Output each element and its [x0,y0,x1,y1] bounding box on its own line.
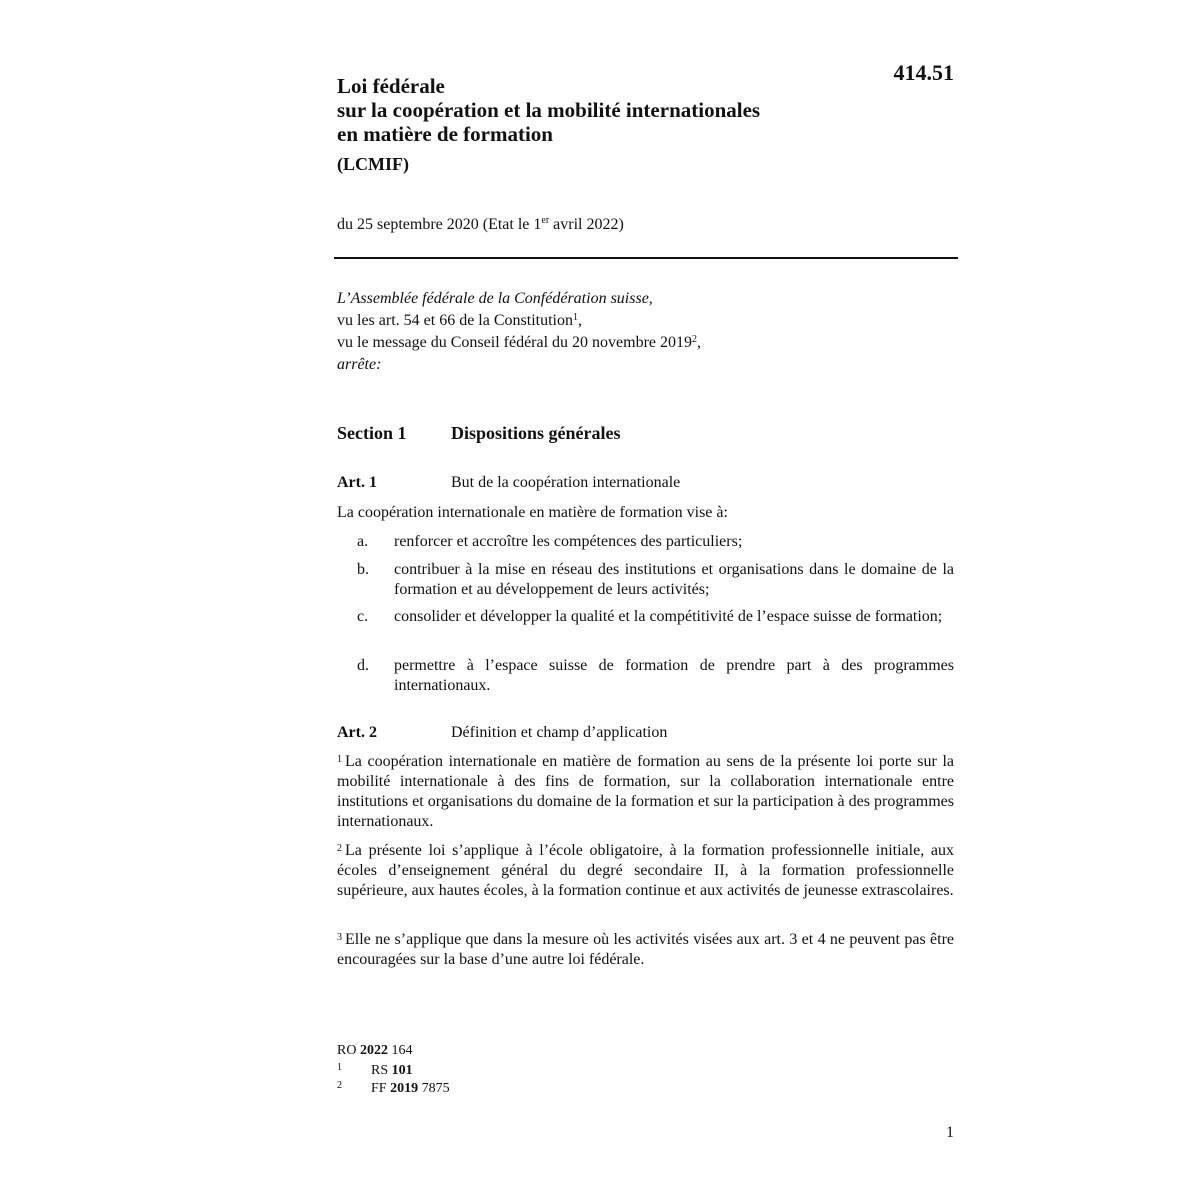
article-2-paragraph-1 [337,752,954,832]
article-title: Définition et champ d’application [451,724,668,741]
footnote-number: 1 [337,1062,342,1073]
footnote-ref-1[interactable]: 1 [572,312,578,323]
list-text: permettre à l’espace suisse de formation de prendre part à des programmes internationaux. [394,657,954,694]
list-item [337,532,954,552]
list-text: renforcer et accroître les compétences des particuliers; [394,533,743,550]
list-text: contribuer à la mise en réseau des institutions et organisations dans le domaine de la formation et au développement de leurs activités; [394,561,954,598]
page-number: 1 [946,1124,954,1141]
footnote-bold: 101 [391,1063,413,1078]
article-2-paragraph-3 [337,930,954,970]
list-letter: d. [357,657,369,674]
list-item [337,656,954,696]
list-letter: b. [357,561,369,578]
date-sup: er [541,215,550,226]
paragraph-number: 1 [337,754,342,765]
article-number: Art. 2 [337,724,377,741]
footnote-suffix: 7875 [418,1081,450,1096]
preamble-line-constitution [337,310,957,332]
ro-prefix: RO [337,1043,360,1058]
date-suffix: avril 2022) [549,216,624,233]
footnote-ref-2[interactable]: 2 [692,334,698,345]
law-abbreviation: (LCMIF) [337,154,409,174]
section-number: Section 1 [337,423,407,443]
list-item [337,607,954,627]
footnote-number: 2 [337,1080,342,1091]
date-prefix: du 25 septembre 2020 (Etat le 1 [337,216,542,233]
section-heading [337,423,621,444]
footnote-2 [337,1080,450,1097]
list-item [337,560,954,600]
footnote-1 [337,1062,413,1079]
law-date [337,216,624,234]
preamble-text: vu les art. 54 et 66 de la Constitution [337,312,573,329]
ro-page: 164 [387,1043,413,1058]
list-letter: a. [357,533,369,550]
title-line: en matière de formation [337,122,553,146]
preamble-punct: , [697,334,702,351]
footnote-prefix: RS [371,1063,392,1078]
article-title: But de la coopération internationale [451,474,681,491]
title-line: Loi fédérale [337,74,445,98]
paragraph-text: La présente loi s’applique à l’école obligatoire, à la formation professionnelle initiale, aux écoles d’enseignement général du degré secondaire II, à la formation professionnelle supérieure, aux hautes écoles, à la formation continue et aux activités de jeunesse extrascolaires. [337,842,954,899]
article-heading-2 [337,724,667,742]
article-2-paragraph-2 [337,841,954,901]
paragraph-text: Elle ne s’applique que dans la mesure où les activités visées aux art. 3 et 4 ne peuvent pas être encouragées sur la base d’une autre loi fédérale. [337,931,954,968]
section-title: Dispositions générales [451,423,621,443]
document-title [337,74,877,146]
preamble-decree: arrête: [337,356,382,373]
paragraph-text: La coopération internationale en matière de formation au sens de la présente loi porte sur la mobilité internationale à des fins de formation, sur la collaboration internationale entre institutions et organisations du domaine de la formation et sur la participation à des programmes internationaux. [337,753,954,830]
article-number: Art. 1 [337,474,377,491]
preamble-punct: , [577,312,582,329]
preamble-text: vu le message du Conseil fédéral du 20 novembre 2019 [337,334,693,351]
preamble-authority: L’Assemblée fédérale de la Confédération suisse, [337,290,653,307]
official-compilation-ref [337,1043,412,1059]
footnote-bold: 2019 [390,1081,419,1096]
paragraph-number: 2 [337,843,342,854]
ro-year: 2022 [359,1043,388,1058]
footnote-prefix: FF [371,1081,391,1096]
paragraph-number: 3 [337,932,342,943]
article-heading-1 [337,474,680,492]
title-line: sur la coopération et la mobilité internationales [337,98,761,122]
article-1-intro: La coopération internationale en matière de formation vise à: [337,504,728,521]
preamble-line-message [337,332,957,354]
sr-number: 414.51 [893,60,954,85]
preamble [337,288,957,376]
list-text: consolider et développer la qualité et la compétitivité de l’espace suisse de formation; [394,608,943,625]
list-letter: c. [357,608,369,625]
header-rule [334,257,958,259]
